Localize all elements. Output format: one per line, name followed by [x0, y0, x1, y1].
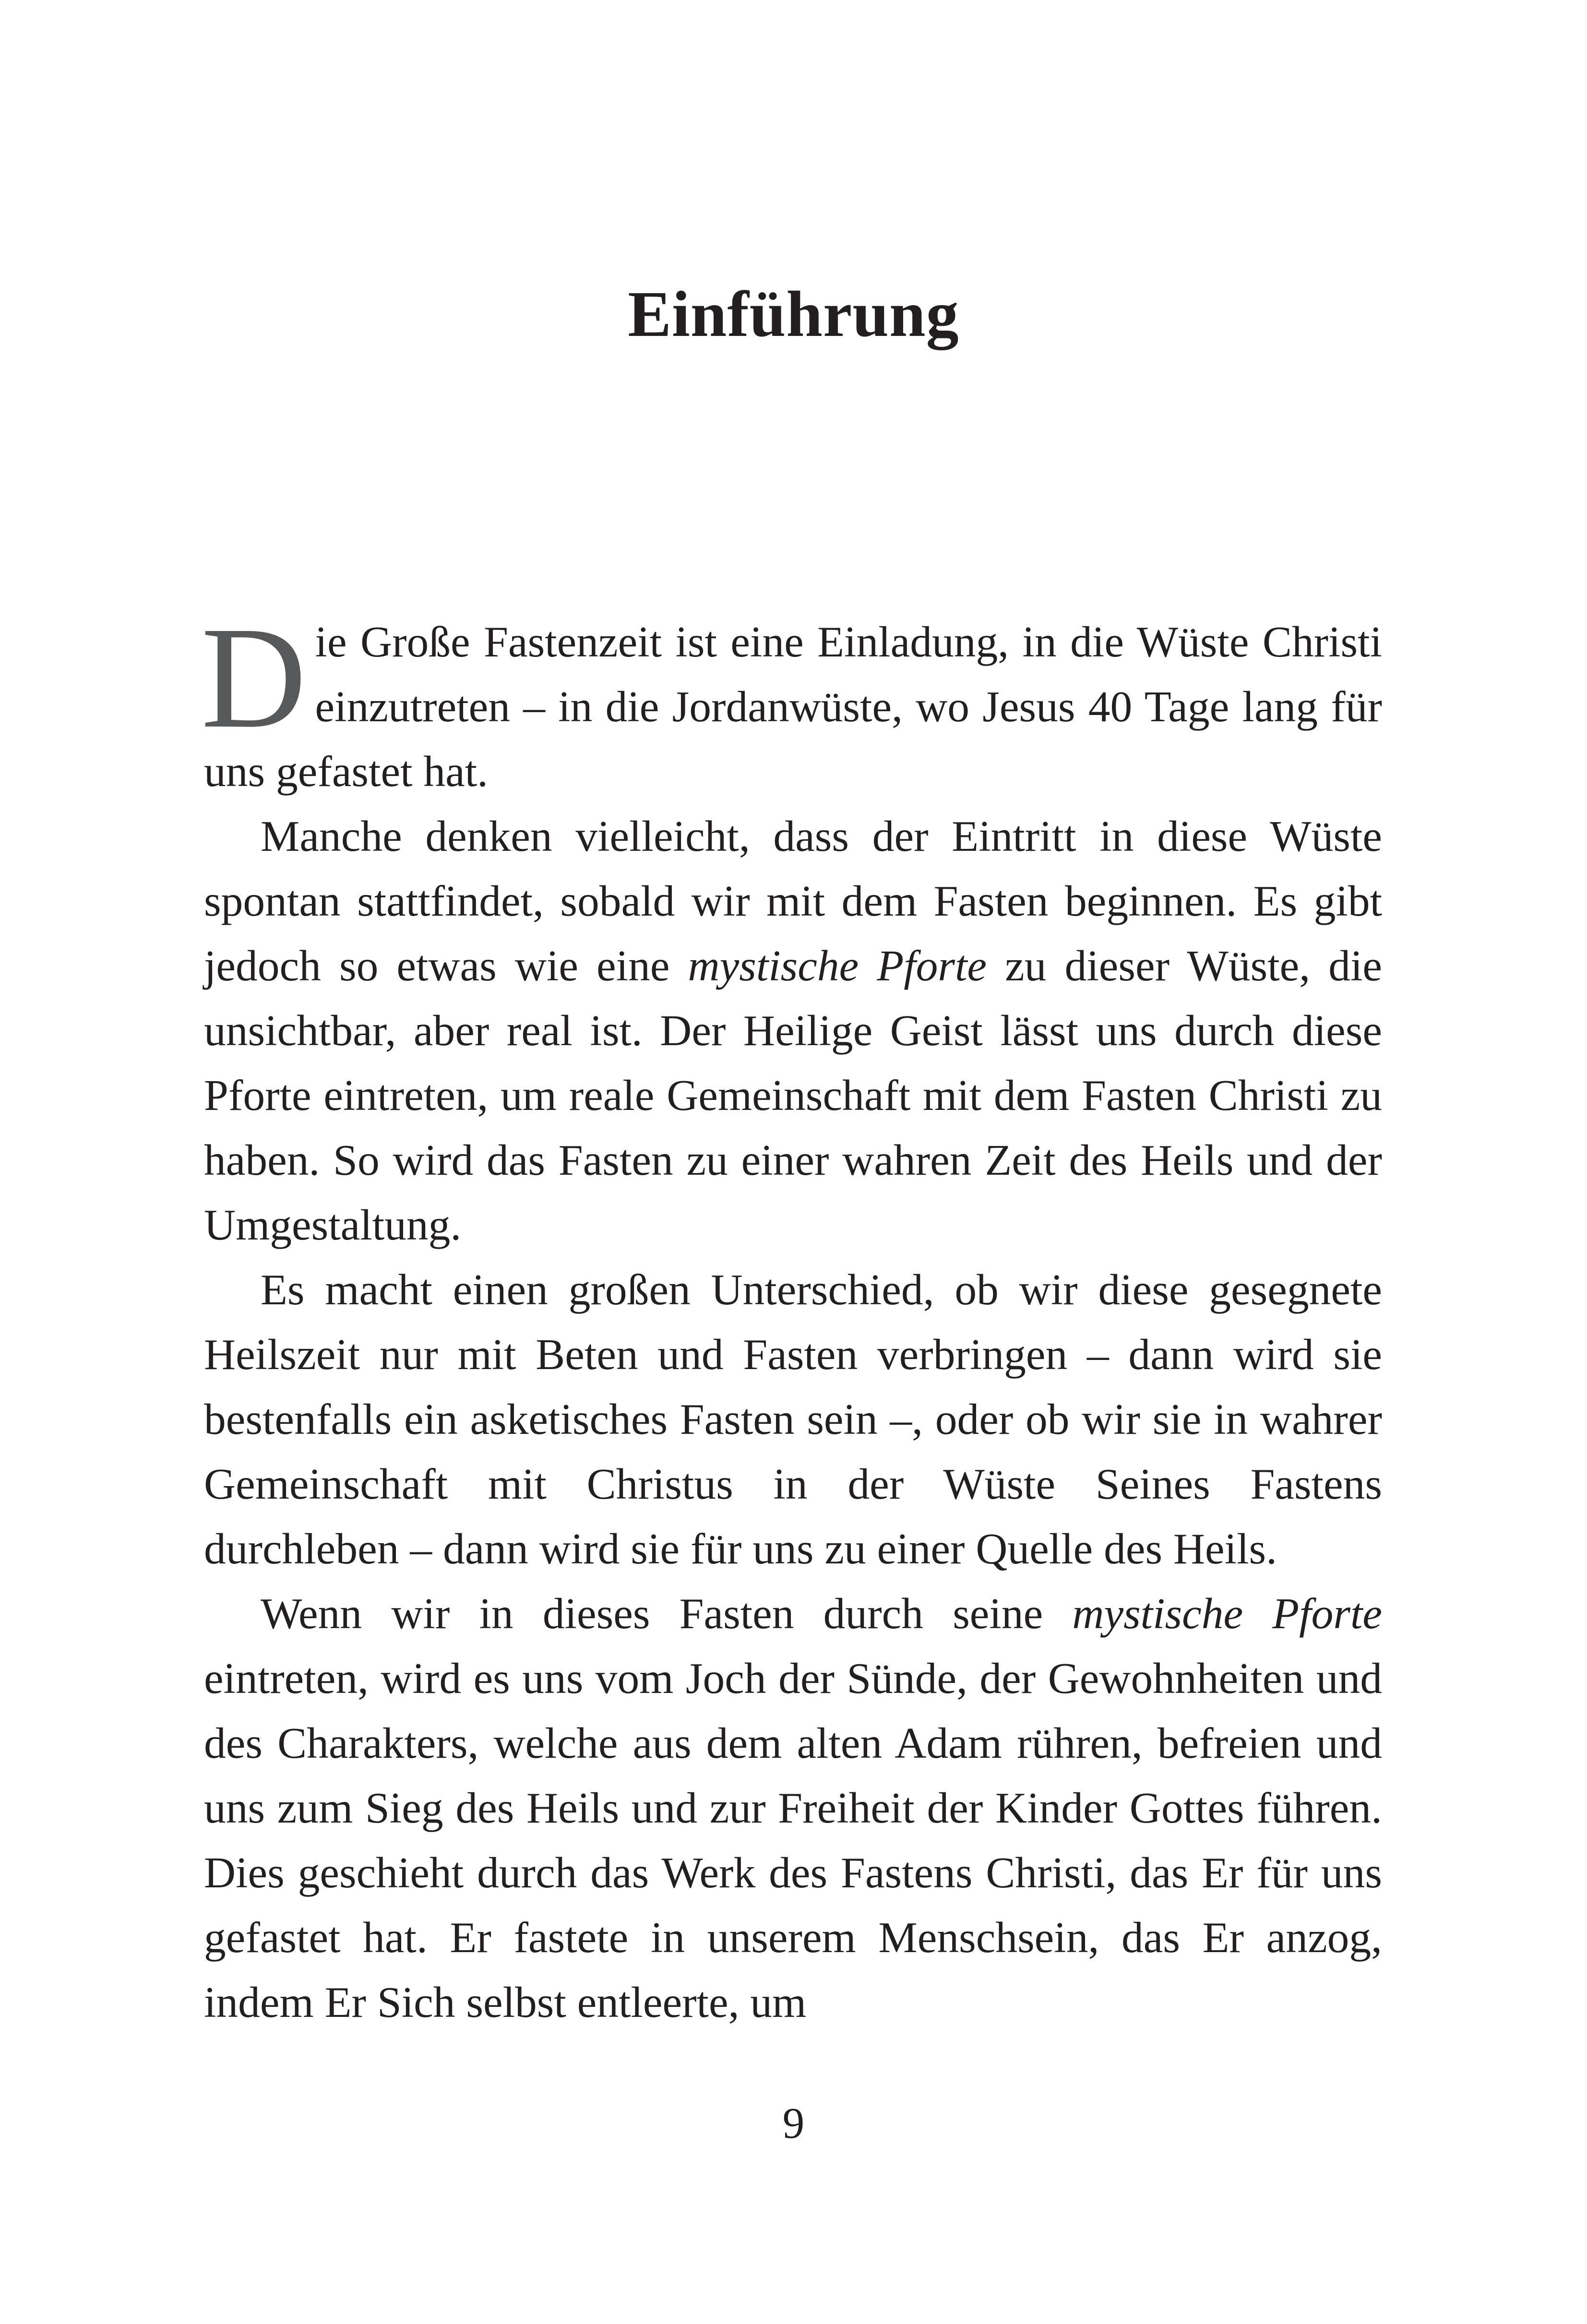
paragraph-4-italic-phrase: mystische Pforte [1072, 1589, 1382, 1638]
paragraph-2-text-start: Manche denken vielleicht, dass der Eintritt in diese Wüste spontan stattfindet, sobald wir mit dem Fasten beginnen. Es gibt jedoch so etwas wie eine [204, 811, 1382, 990]
paragraph-1-text: ie Große Fastenzeit ist eine Einladung, in die Wüste Christi einzutreten – in die Jordanwüste, wo Jesus 40 Tage lang für uns gefastet hat. [204, 617, 1382, 796]
paragraph-1 [201, 596, 1382, 804]
paragraph-4 [204, 1581, 1382, 2035]
page-number: 9 [782, 2099, 805, 2147]
drop-cap-letter: D [201, 596, 307, 758]
paragraph-3-text: Es macht einen großen Unterschied, ob wir diese gesegnete Heilszeit nur mit Beten und Fasten verbringen – dann wird sie bestenfalls ein asketisches Fasten sein –, oder ob wir sie in wahrer Gemeinschaft mit Christus in der Wüste Seines Fastens durchleben – dann wird sie für uns zu einer Quelle des Heils. [204, 1265, 1382, 1573]
paragraph-4-text-end: eintreten, wird es uns vom Joch der Sünde, der Gewohnheiten und des Charakters, welche aus dem alten Adam rühren, befreien und uns zum Sieg des Heils und zur Freiheit der Kinder Gottes führen. Dies geschieht durch das Werk des Fastens Christi, das Er für uns gefastet hat. Er fastete in unserem Menschsein, das Er anzog, indem Er Sich selbst entleerte, um [204, 1654, 1382, 2026]
paragraph-2-text-end: zu dieser Wüste, die unsichtbar, aber real ist. Der Heilige Geist lässt uns durch diese Pforte eintreten, um reale Gemeinschaft mit dem Fasten Christi zu haben. So wird das Fasten zu einer wahren Zeit des Heils und der Umgestaltung. [204, 941, 1382, 1249]
paragraph-2 [204, 804, 1382, 1257]
paragraph-2-italic-phrase: mystische Pforte [688, 941, 987, 990]
chapter-title: Einführung [628, 278, 959, 350]
paragraph-3 [204, 1257, 1382, 1581]
body-text [201, 596, 1382, 2035]
paragraph-4-text-start: Wenn wir in dieses Fasten durch seine [261, 1589, 1073, 1638]
